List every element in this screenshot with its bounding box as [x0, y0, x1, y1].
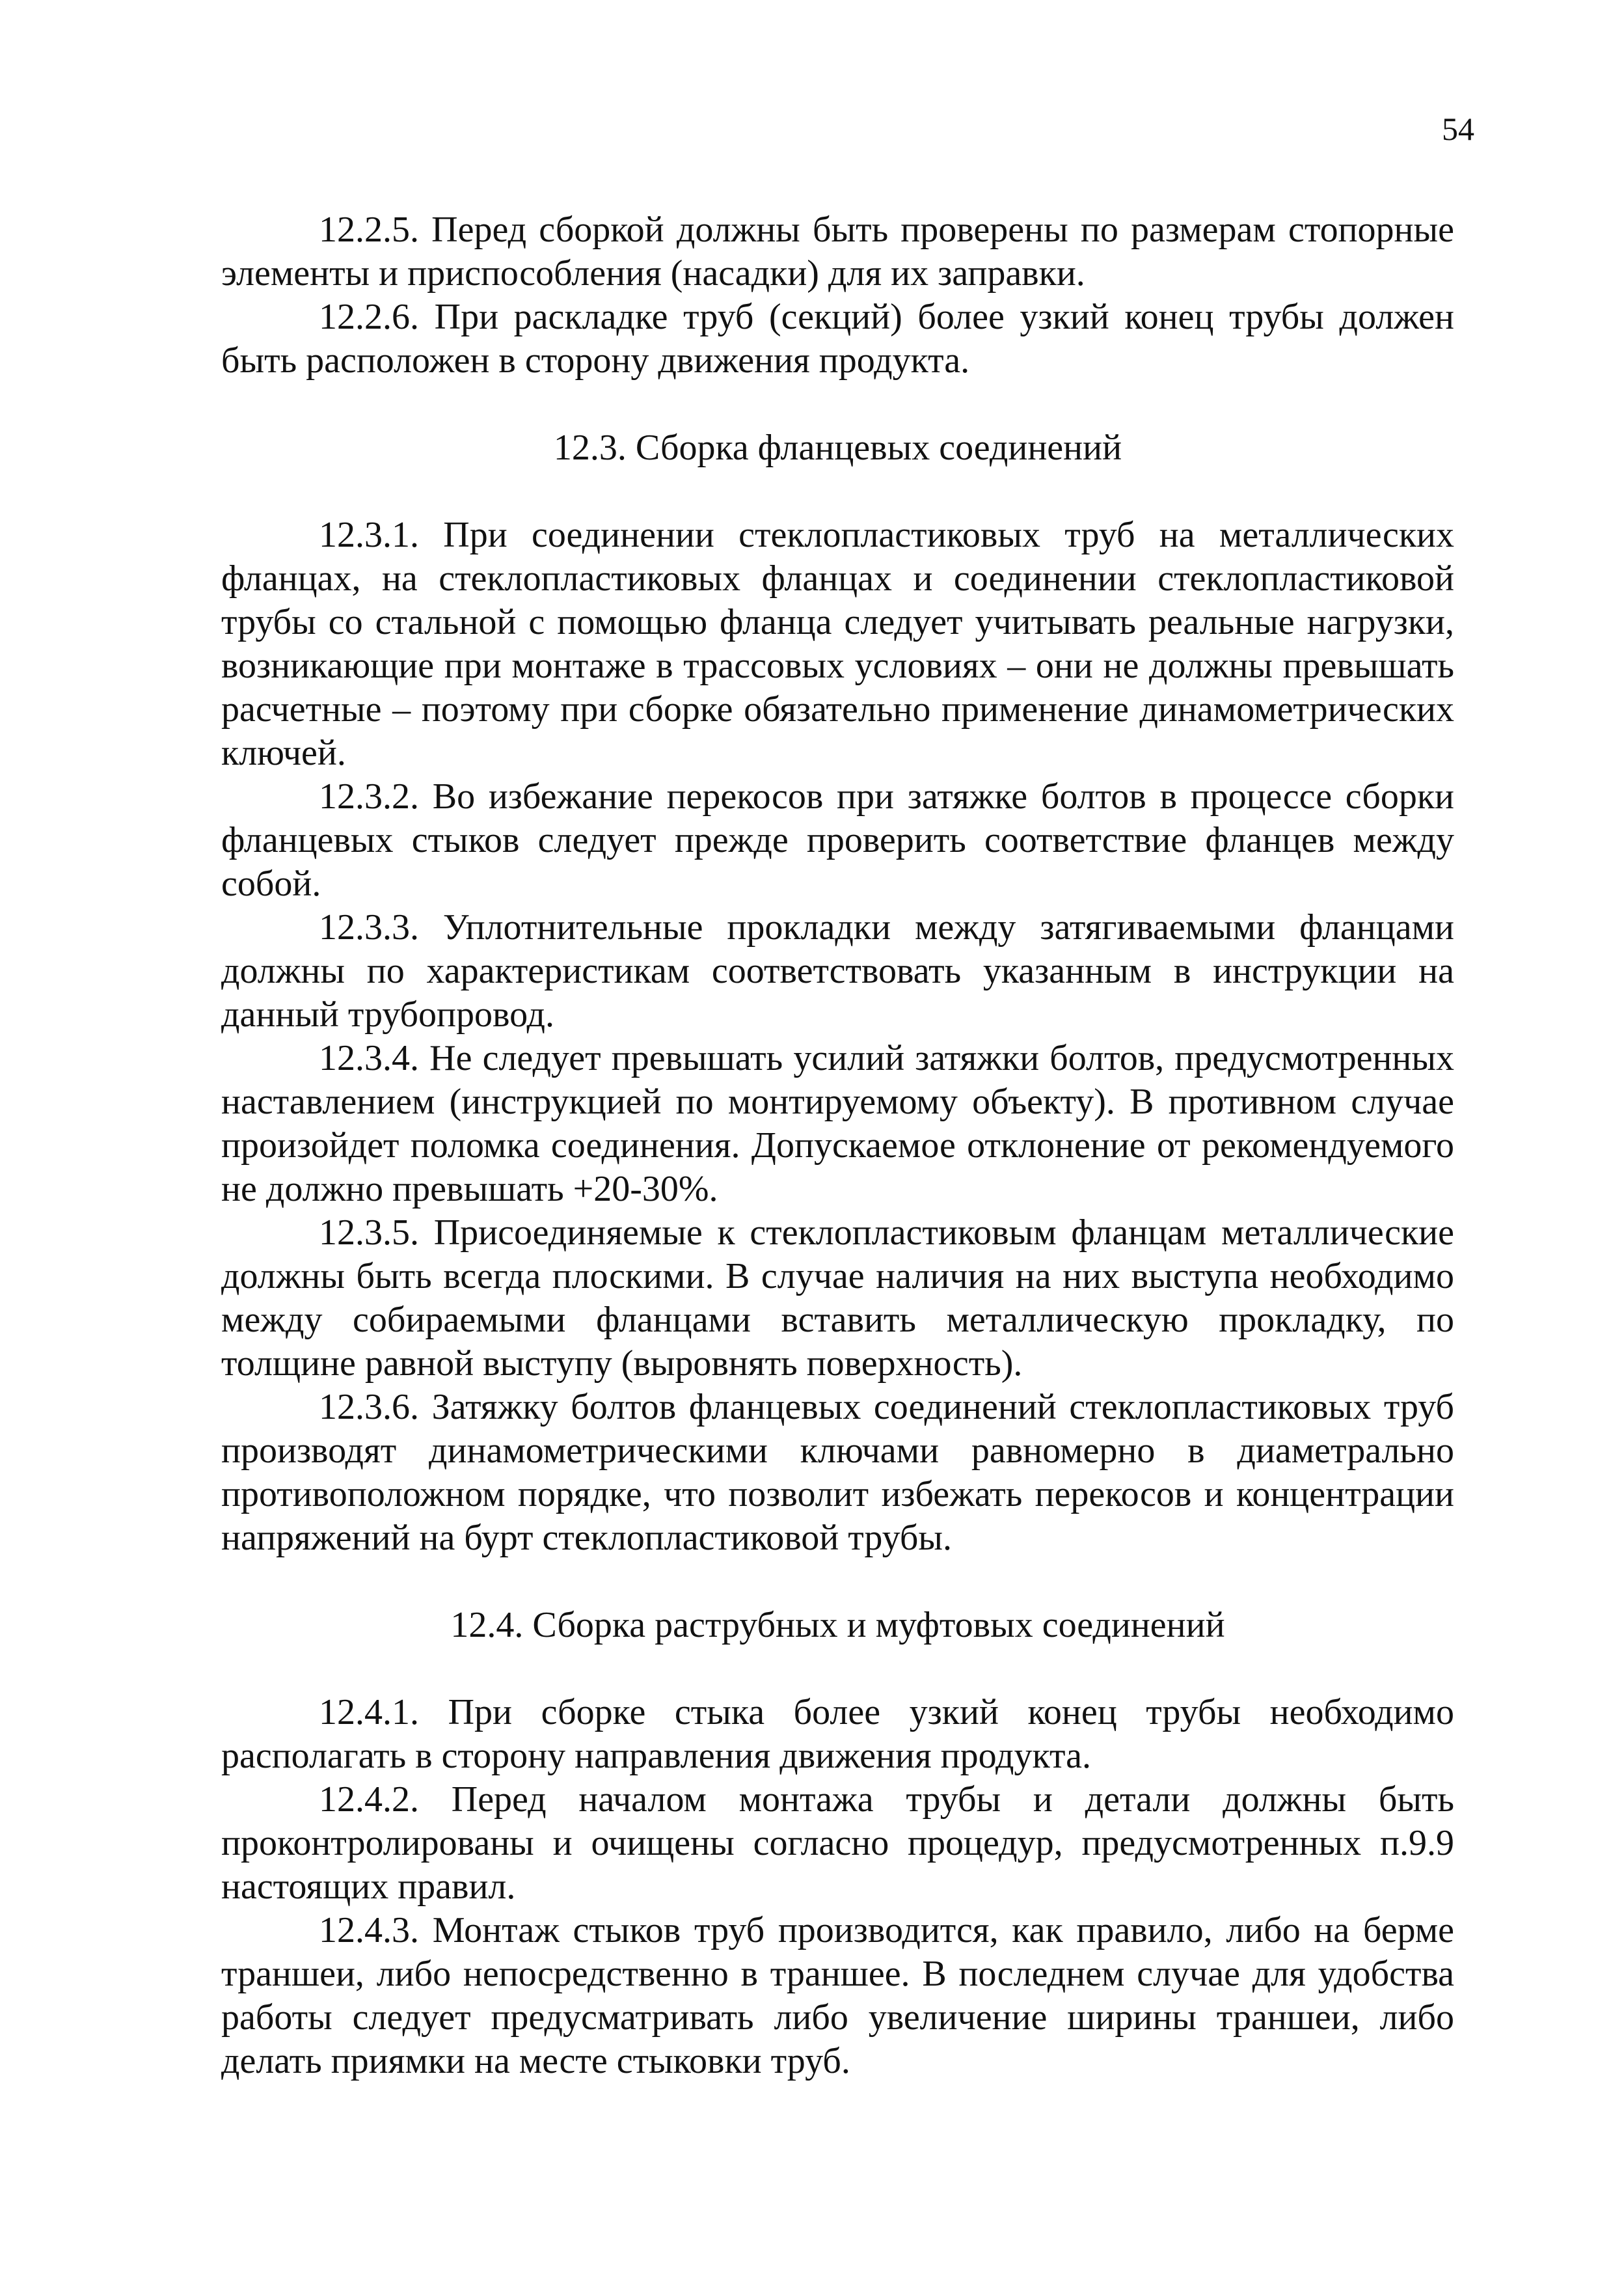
- section-heading-12-4: 12.4. Сборка раструбных и муфтовых соединений: [450, 1605, 1225, 1645]
- page-number: 54: [1442, 111, 1474, 147]
- paragraph-12-3-5: 12.3.5. Присоединяемые к стеклопластиковым фланцам металлические должны быть всегда плоскими. В случае наличия на них выступа необходимо между собираемыми фланцами вставить металлическую прокладку, по толщине равной выступу (выровнять поверхность).: [221, 1212, 1454, 1384]
- paragraph-12-4-1: 12.4.1. При сборке стыка более узкий конец трубы необходимо располагать в сторону направления движения продукта.: [221, 1692, 1454, 1776]
- paragraph-12-2-6: 12.2.6. При раскладке труб (секций) более узкий конец трубы должен быть расположен в сторону движения продукта.: [221, 297, 1454, 381]
- paragraph-12-3-1: 12.3.1. При соединении стеклопластиковых труб на металлических фланцах, на стеклопластиковых фланцах и соединении стеклопластиковой трубы со стальной с помощью фланца следует учитывать реальные нагрузки, возникающие при монтаже в трассовых условиях – они не должны превышать расчетные – поэтому при сборке обязательно применение динамометрических ключей.: [221, 515, 1454, 773]
- paragraph-12-4-3: 12.4.3. Монтаж стыков труб производится, как правило, либо на берме траншеи, либо непосредственно в траншее. В последнем случае для удобства работы следует предусматривать либо увеличение ширины траншеи, либо делать приямки на месте стыковки труб.: [221, 1910, 1454, 2081]
- document-body: [221, 208, 1454, 2083]
- section-heading-12-3: 12.3. Сборка фланцевых соединений: [553, 428, 1122, 468]
- paragraph-12-3-3: 12.3.3. Уплотнительные прокладки между затягиваемыми фланцами должны по характеристикам соответствовать указанным в инструкции на данный трубопровод.: [221, 907, 1454, 1035]
- paragraph-12-3-2: 12.3.2. Во избежание перекосов при затяжке болтов в процессе сборки фланцевых стыков следует прежде проверить соответствие фланцев между собой.: [221, 776, 1454, 904]
- paragraph-12-3-6: 12.3.6. Затяжку болтов фланцевых соединений стеклопластиковых труб производят динамометрическими ключами равномерно в диаметрально противоположном порядке, что позволит избежать перекосов и концентрации напряжений на бурт стеклопластиковой трубы.: [221, 1387, 1454, 1558]
- paragraph-12-2-5: 12.2.5. Перед сборкой должны быть проверены по размерам стопорные элементы и приспособления (насадки) для их заправки.: [221, 210, 1454, 294]
- paragraph-12-3-4: 12.3.4. Не следует превышать усилий затяжки болтов, предусмотренных наставлением (инструкцией по монтируемому объекту). В противном случае произойдет поломка соединения. Допускаемое отклонение от рекомендуемого не должно превышать +20-30%.: [221, 1038, 1454, 1209]
- paragraph-12-4-2: 12.4.2. Перед началом монтажа трубы и детали должны быть проконтролированы и очищены согласно процедур, предусмотренных п.9.9 настоящих правил.: [221, 1779, 1454, 1907]
